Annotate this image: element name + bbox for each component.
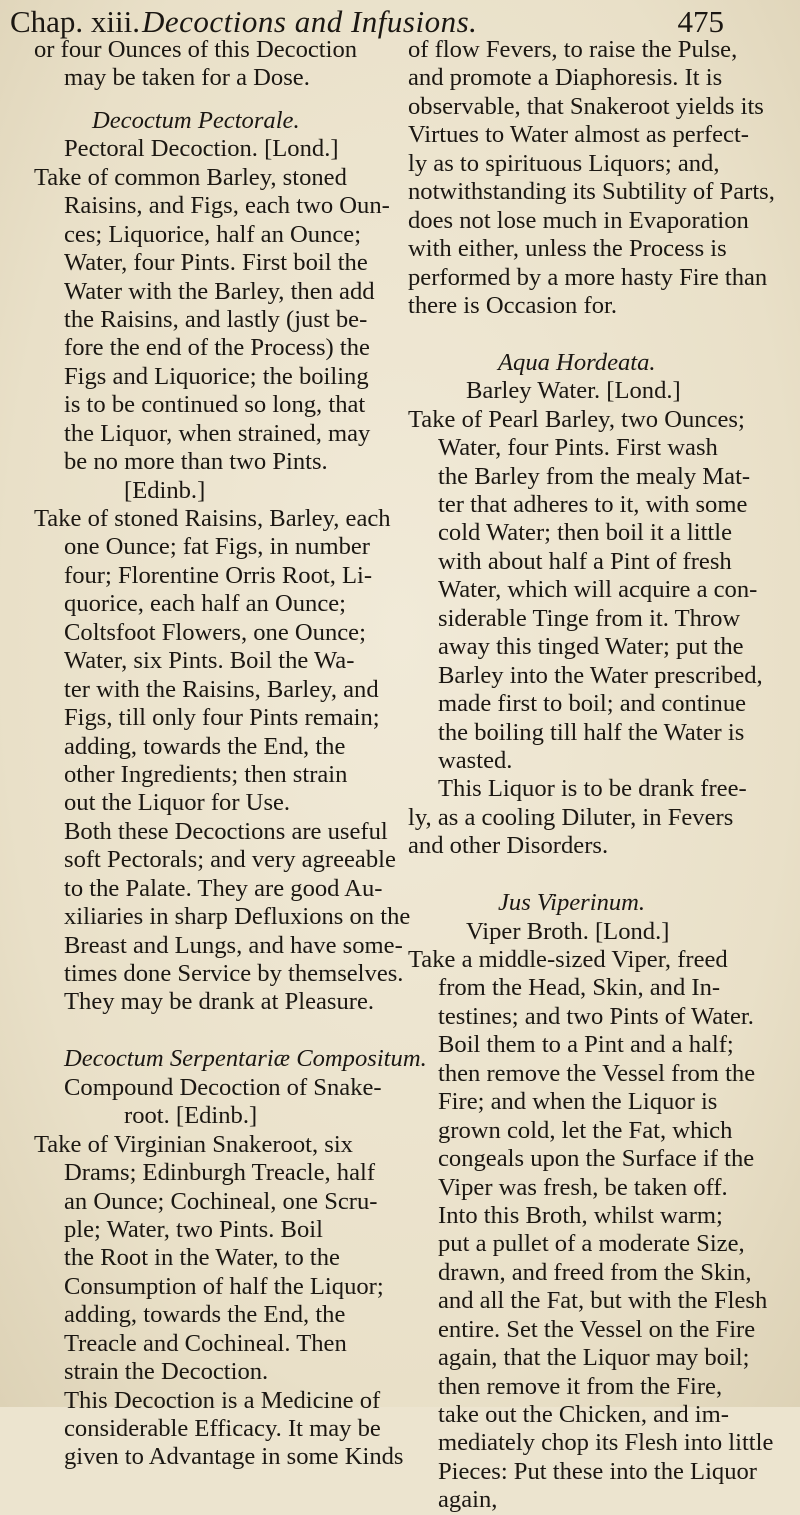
text-line: the Root in the Water, to the [64,1244,340,1272]
text-line: Take a middle-sized Viper, freed [408,946,728,973]
text-line: Take of Virginian Snakeroot, six [34,1130,353,1158]
text-line: This Decoction is a Medicine of [64,1386,381,1414]
text-line: Pieces: Put these into the Liquor [438,1457,757,1485]
text-line: the Raisins, and lastly (just be- [64,305,368,333]
page-number: 475 [677,4,724,39]
text-line: or four Ounces of this Decoction [34,36,358,63]
text-line: congeals upon the Surface if the [438,1145,755,1173]
text-line: Decoctum Serpentariæ Compositum. [64,1045,427,1073]
text-line: again, [438,1486,498,1514]
text-line: strain the Decoction. [64,1358,269,1386]
text-line: then remove the Vessel from the [438,1059,756,1087]
text-line: This Liquor is to be drank free- [438,775,747,803]
text-line: quorice, each half an Ounce; [64,590,346,618]
text-line: put a pullet of a moderate Size, [438,1230,745,1258]
text-line: notwithstanding its Subtility of Parts, [408,178,775,206]
text-line: ly as to spirituous Liquors; and, [408,149,720,177]
text-line: is to be continued so long, that [64,391,366,419]
text-line: observable, that Snakeroot yields its [408,92,764,120]
text-line: entire. Set the Vessel on the Fire [438,1315,756,1343]
text-line: Take of common Barley, stoned [34,163,347,191]
right-column [408,36,780,1515]
text-line: Consumption of half the Liquor; [64,1272,384,1300]
text-line: drawn, and freed from the Skin, [438,1258,752,1286]
text-line: the Barley from the mealy Mat- [438,462,751,490]
text-line: Drams; Edinburgh Treacle, half [64,1159,376,1187]
text-line: out the Liquor for Use. [64,789,291,817]
text-line: Both these Decoctions are useful [64,817,388,845]
text-line: adding, towards the End, the [64,732,346,760]
text-line: one Ounce; fat Figs, in number [64,533,370,561]
text-line: and all the Fat, but with the Flesh [438,1287,768,1315]
spacer [408,320,780,348]
text-line: Compound Decoction of Snake- [64,1073,382,1101]
text-line: the Liquor, when strained, may [64,419,371,447]
text-line: Water with the Barley, then add [64,277,375,305]
text-line: cold Water; then boil it a little [438,519,732,547]
text-line: performed by a more hasty Fire than [408,263,768,291]
text-line: and other Disorders. [408,832,609,860]
text-line: Jus Viperinum. [498,889,646,917]
text-line: Coltsfoot Flowers, one Ounce; [64,618,366,646]
chapter-label: Chap. xiii. [10,4,141,39]
text-line: times done Service by themselves. [64,960,404,987]
text-line: siderable Tinge from it. Throw [438,604,741,632]
text-line: Barley into the Water prescribed, [438,661,763,689]
spacer [408,861,780,889]
text-line: Virtues to Water almost as perfect- [408,121,749,149]
text-line: adding, towards the End, the [64,1301,346,1329]
text-line: then remove it from the Fire, [438,1372,723,1400]
text-line: considerable Efficacy. It may be [64,1415,381,1442]
text-line: take out the Chicken, and im- [438,1401,729,1428]
text-line: soft Pectorals; and very agreeable [64,846,396,874]
spacer [34,93,402,107]
text-line: Barley Water. [Lond.] [466,377,681,405]
text-line: [Edinb.] [124,476,206,504]
text-line: given to Advantage in some Kinds [64,1443,404,1471]
text-line: made first to boil; and continue [438,690,747,718]
text-line: Water, four Pints. First boil the [64,249,368,277]
text-line: with about half a Pint of fresh [438,547,732,575]
text-line: ple; Water, two Pints. Boil [64,1215,323,1243]
text-line: and promote a Diaphoresis. It is [408,64,723,92]
text-line: xiliaries in sharp Defluxions on the [64,903,411,931]
text-line: Decoctum Pectorale. [92,106,300,134]
text-line: Take of Pearl Barley, two Ounces; [408,405,745,433]
text-line: of flow Fevers, to raise the Pulse, [408,36,738,63]
text-line: four; Florentine Orris Root, Li- [64,561,373,589]
text-line: Take of stoned Raisins, Barley, each [34,505,391,532]
text-line: ly, as a cooling Diluter, in Fevers [408,803,734,831]
text-line: Figs, till only four Pints remain; [64,704,380,732]
left-column [34,36,427,1472]
text-line: the boiling till half the Water is [438,718,745,746]
text-line: testines; and two Pints of Water. [438,1002,754,1030]
text-line: ter with the Raisins, Barley, and [64,675,379,703]
text-line: Breast and Lungs, and have some- [64,931,403,959]
text-line: other Ingredients; then strain [64,760,348,788]
text-line: Water, four Pints. First wash [438,434,718,462]
text-line: wasted. [438,746,513,774]
text-line: Water, six Pints. Boil the Wa- [64,647,355,675]
text-line: to the Palate. They are good Au- [64,874,383,902]
text-line: mediately chop its Flesh into little [438,1429,774,1457]
text-line: Viper was fresh, be taken off. [438,1173,728,1201]
spacer [34,1017,402,1045]
text-line: Into this Broth, whilst warm; [438,1201,723,1229]
text-line: root. [Edinb.] [124,1102,258,1130]
text-line: there is Occasion for. [408,291,617,319]
text-line: grown cold, let the Fat, which [438,1116,733,1144]
text-line: Water, which will acquire a con- [438,576,758,604]
text-line: Boil them to a Pint and a half; [438,1031,734,1059]
text-line: Treacle and Cochineal. Then [64,1329,347,1357]
text-line: Fire; and when the Liquor is [438,1088,718,1116]
text-line: ces; Liquorice, half an Ounce; [64,220,362,248]
text-line: again, that the Liquor may boil; [438,1344,750,1372]
text-line: fore the end of the Process) the [64,334,370,362]
text-line: Figs and Liquorice; the boiling [64,362,369,390]
text-line: Aqua Hordeata. [498,348,656,376]
text-line: may be taken for a Dose. [64,64,310,92]
text-line: Pectoral Decoction. [Lond.] [64,135,339,163]
text-line: They may be drank at Pleasure. [64,988,375,1016]
running-title: Decoctions and Infusions. [142,4,478,39]
text-line: ter that adheres to it, with some [438,491,748,518]
text-line: be no more than two Pints. [64,448,328,476]
text-line: Raisins, and Figs, each two Oun- [64,192,390,220]
text-line: with either, unless the Process is [408,235,727,263]
text-line: does not lose much in Evaporation [408,206,749,234]
text-line: from the Head, Skin, and In- [438,974,721,1002]
text-line: an Ounce; Cochineal, one Scru- [64,1187,378,1215]
text-line: Viper Broth. [Lond.] [466,917,670,945]
text-line: away this tinged Water; put the [438,633,744,661]
